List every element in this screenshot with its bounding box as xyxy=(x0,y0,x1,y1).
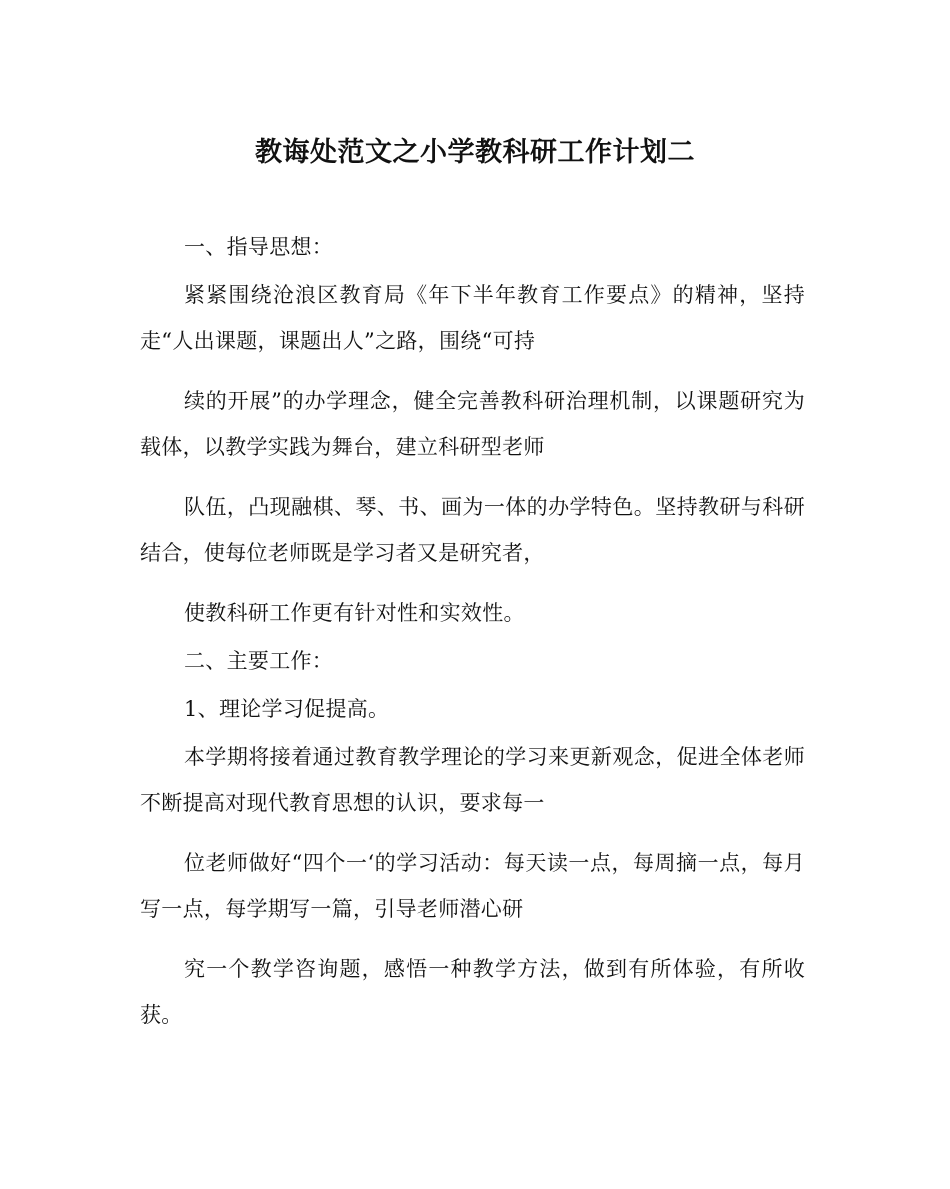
paragraph: 位老师做好“四个一‘的学习活动：每天读一点，每周摘一点，每月写一点，每学期写一篇，引导老师潜心研 xyxy=(140,851,805,921)
paragraph: 使教科研工作更有针对性和实效性。 xyxy=(184,601,525,625)
document-body xyxy=(140,224,805,1052)
document-title: 教诲处范文之小学教科研工作计划二 xyxy=(255,137,695,168)
paragraph: 究一个教学咨询题，感悟一种教学方法，做到有所体验，有所收获。 xyxy=(140,957,805,1027)
paragraph: 续的开展”的办学理念，健全完善教科研治理机制，以课题研究为载体，以教学实践为舞台，建立科研型老师 xyxy=(140,389,805,459)
heading-main-work: 二、主要工作： xyxy=(184,649,334,673)
paragraph: 紧紧围绕沧浪区教育局《年下半年教育工作要点》的精神，坚持走“人出课题，课题出人”之路，围绕“可持 xyxy=(140,283,805,353)
paragraph: 本学期将接着通过教育教学理论的学习来更新观念，促进全体老师不断提高对现代教育思想的认识，要求每一 xyxy=(140,745,805,815)
paragraph: 队伍，凸现融棋、琴、书、画为一体的办学特色。坚持教研与科研结合，使每位老师既是学习者又是研究者， xyxy=(140,495,805,565)
heading-guiding-thought: 一、指导思想： xyxy=(184,235,334,259)
subheading-theory-study: 1、理论学习促提高。 xyxy=(184,697,390,721)
